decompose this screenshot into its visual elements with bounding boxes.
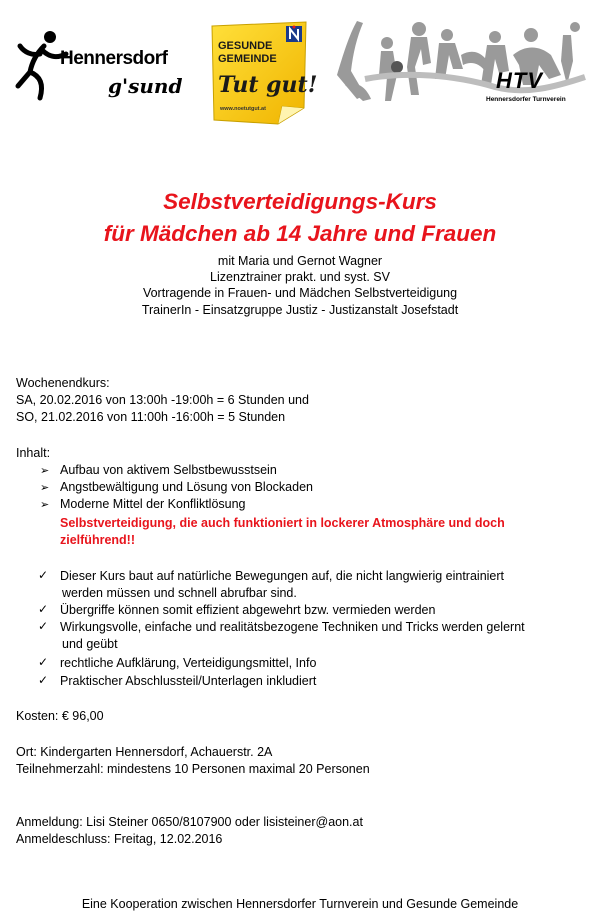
check-icon: ✓: [38, 568, 49, 582]
benefit-item: rechtliche Aufklärung, Verteidigungsmittel, Info: [60, 656, 317, 670]
content-item: Moderne Mittel der Konfliktlösung: [60, 497, 246, 511]
benefit-item-cont: und geübt: [62, 637, 118, 651]
benefit-item-cont: werden müssen und schnell abrufbar sind.: [62, 586, 297, 600]
course-title: Selbstverteidigungs-Kurs: [163, 189, 437, 214]
content-highlight: Selbstverteidigung, die auch funktioniert in lockerer Atmosphäre und doch: [60, 516, 505, 530]
arrow-bullet-icon: ➢: [40, 482, 50, 494]
check-icon: ✓: [38, 655, 49, 669]
hennersdorf-logo-name: Hennersdorf: [60, 48, 168, 69]
benefit-item: Dieser Kurs baut auf natürliche Bewegungen auf, die nicht langwierig eintrainiert: [60, 569, 505, 583]
htv-logo-abbr: HTV: [496, 68, 543, 93]
content-label: Inhalt:: [16, 446, 51, 460]
content-item: Angstbewältigung und Lösung von Blockaden: [60, 480, 313, 494]
content-item: Aufbau von aktivem Selbstbewusstsein: [60, 463, 277, 477]
registration-deadline: Anmeldeschluss: Freitag, 12.02.2016: [16, 832, 223, 846]
hennersdorf-gsund-logo: [14, 28, 183, 108]
course-location: Ort: Kindergarten Hennersdorf, Achauerstr. 2A: [16, 745, 273, 759]
trainer-qualification: Lizenztrainer prakt. und syst. SV: [210, 270, 390, 284]
benefit-item: Praktischer Abschlussteil/Unterlagen inkludiert: [60, 674, 317, 688]
gesunde-gemeinde-line1: GESUNDE: [218, 40, 273, 52]
weekend-label: Wochenendkurs:: [16, 376, 110, 390]
content-highlight-cont: zielführend!!: [60, 533, 135, 547]
trainer-line: mit Maria und Gernot Wagner: [217, 254, 383, 268]
check-icon: ✓: [38, 673, 49, 687]
benefit-item: Übergriffe können somit effizient abgewehrt bzw. vermieden werden: [60, 603, 436, 617]
trainer-role: Vortragende in Frauen- und Mädchen Selbstverteidigung: [142, 286, 458, 300]
trainer-affiliation: TrainerIn - Einsatzgruppe Justiz - Justizanstalt Josefstadt: [141, 303, 459, 317]
gesunde-gemeinde-slogan: Tut gut!: [218, 72, 318, 98]
weekend-day1: SA, 20.02.2016 von 13:00h -19:00h = 6 Stunden und: [16, 393, 309, 407]
logo-header: [0, 0, 600, 130]
htv-logo-name: Hennersdorfer Turnverein: [486, 96, 566, 103]
course-cost: Kosten: € 96,00: [16, 709, 104, 723]
cooperation-footer: Eine Kooperation zwischen Hennersdorfer Turnverein und Gesunde Gemeinde: [81, 897, 519, 911]
registration-contact: Anmeldung: Lisi Steiner 0650/8107900 oder lisisteiner@aon.at: [16, 815, 363, 829]
gesunde-gemeinde-line2: GEMEINDE: [218, 53, 277, 65]
gesunde-gemeinde-url: www.noetutgut.at: [220, 106, 266, 112]
course-audience: für Mädchen ab 14 Jahre und Frauen: [103, 221, 497, 246]
check-icon: ✓: [38, 619, 49, 633]
arrow-bullet-icon: ➢: [40, 499, 50, 511]
arrow-bullet-icon: ➢: [40, 465, 50, 477]
gesunde-gemeinde-logo: [208, 20, 318, 125]
weekend-day2: SO, 21.02.2016 von 11:00h -16:00h = 5 Stunden: [16, 410, 286, 424]
check-icon: ✓: [38, 602, 49, 616]
hennersdorf-logo-slogan: g'sund: [108, 74, 183, 98]
benefit-item: Wirkungsvolle, einfache und realitätsbezogene Techniken und Tricks werden gelernt: [60, 620, 525, 634]
participant-count: Teilnehmerzahl: mindestens 10 Personen maximal 20 Personen: [16, 762, 370, 776]
